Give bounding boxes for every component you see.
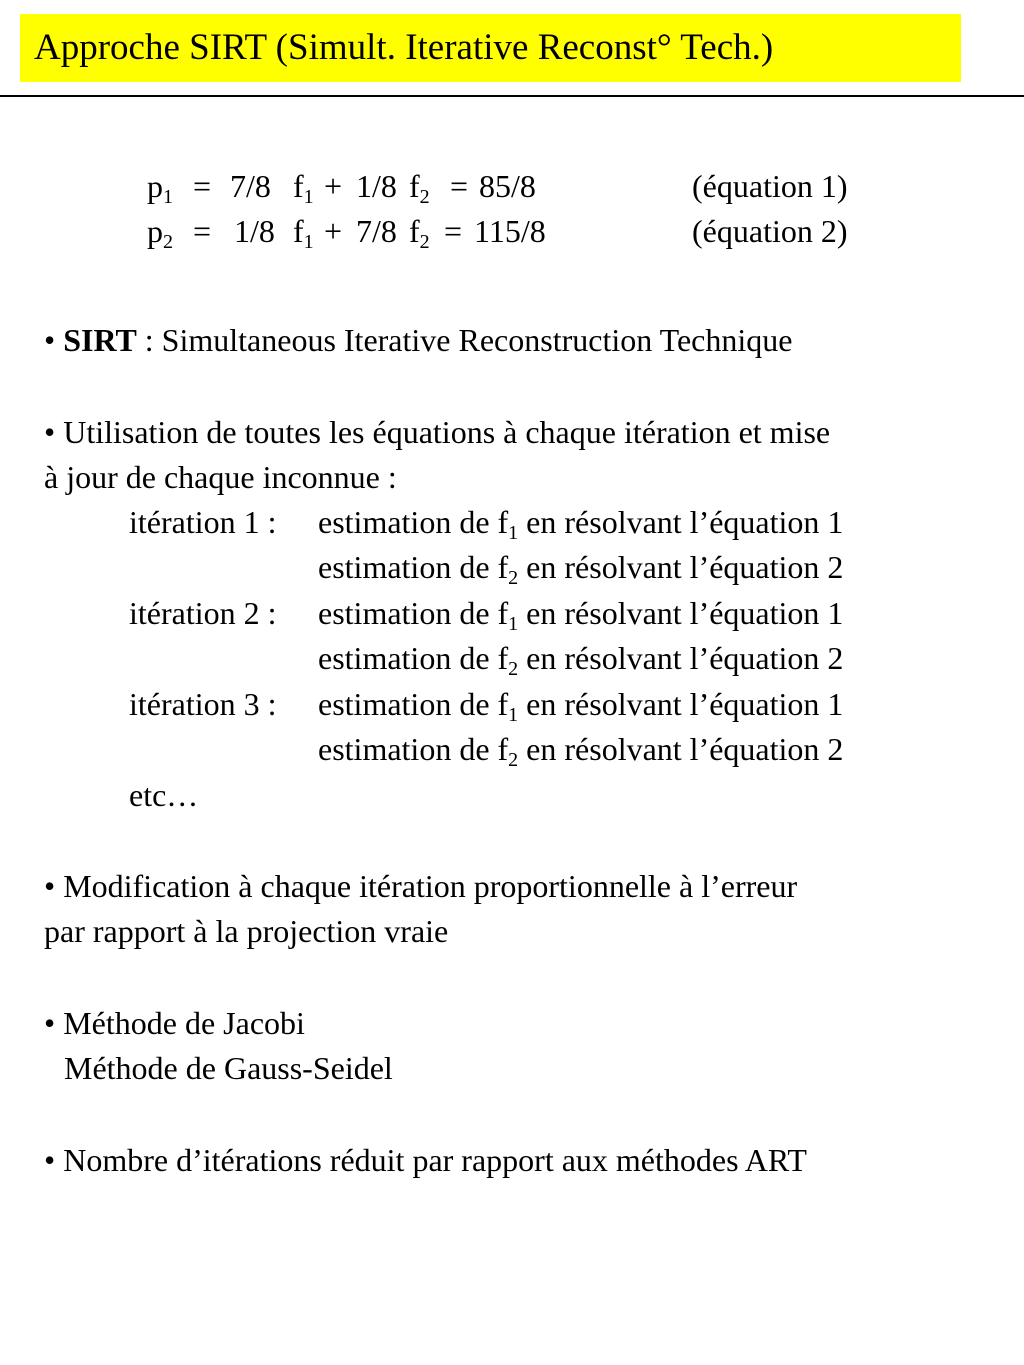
equation-2-rhs: 115/8 bbox=[474, 213, 546, 249]
f-subscript: 2 bbox=[508, 658, 519, 680]
equation-2-coef-2: 7/8 bbox=[356, 213, 397, 249]
equation-1-term-1 bbox=[293, 166, 314, 206]
equation-1-term-2 bbox=[409, 166, 430, 206]
p-symbol: p bbox=[147, 213, 163, 249]
f-subscript: 1 bbox=[303, 186, 314, 208]
bullet-methode-jacobi: • Méthode de Jacobi bbox=[44, 1005, 305, 1041]
equation-2-term-1 bbox=[293, 211, 314, 251]
bullet-utilisation-line-1: • Utilisation de toutes les équations à chaque itération et mise bbox=[44, 414, 831, 450]
f-symbol: f bbox=[409, 213, 420, 249]
equation-1-rhs: 85/8 bbox=[479, 168, 536, 204]
f-symbol: f bbox=[293, 213, 304, 249]
bullet-nombre-iterations: • Nombre d’itérations réduit par rapport aux méthodes ART bbox=[44, 1142, 807, 1178]
equation-2-coef-1: 1/8 bbox=[234, 213, 275, 249]
bullet-utilisation-line-2: à jour de chaque inconnue : bbox=[44, 459, 397, 495]
f-subscript: 1 bbox=[508, 704, 519, 726]
iteration-3-step-2: estimation de $f_2$ en résolvant l’équation 2 bbox=[318, 731, 844, 771]
equation-1-label: (équation 1) bbox=[692, 168, 848, 204]
iteration-2-step-2: estimation de $f_2$ en résolvant l’équation 2 bbox=[318, 640, 844, 680]
bullet-modification-line-2: par rapport à la projection vraie bbox=[44, 913, 449, 949]
equation-2-equals-2: = bbox=[444, 213, 463, 249]
bullet-marker: • bbox=[44, 322, 56, 358]
iteration-2-label: itération 2 : bbox=[129, 595, 277, 631]
iteration-3-label: itération 3 : bbox=[129, 686, 277, 722]
iteration-1-step-2: estimation de $f_2$ en résolvant l’équation 2 bbox=[318, 549, 844, 589]
methode-gauss-seidel: Méthode de Gauss-Seidel bbox=[64, 1050, 393, 1086]
bullet-modification-line-1: • Modification à chaque itération proportionnelle à l’erreur bbox=[44, 868, 798, 904]
equation-1-coef-1: 7/8 bbox=[230, 168, 271, 204]
p-subscript: 1 bbox=[163, 186, 173, 208]
equation-2-plus: + bbox=[324, 213, 343, 249]
f-subscript: 2 bbox=[419, 231, 430, 253]
equation-1-equals: = bbox=[193, 168, 212, 204]
iteration-1-label: itération 1 : bbox=[129, 504, 277, 540]
f-subscript: 2 bbox=[419, 186, 430, 208]
equation-1-equals-2: = bbox=[450, 168, 469, 204]
f-subscript: 1 bbox=[508, 522, 519, 544]
sirt-term: SIRT bbox=[63, 322, 137, 358]
equation-1-coef-2: 1/8 bbox=[356, 168, 397, 204]
p-subscript: 2 bbox=[163, 231, 173, 253]
iteration-3-step-1: estimation de $f_1$ en résolvant l’équation 1 bbox=[318, 686, 844, 726]
equation-1-plus: + bbox=[324, 168, 343, 204]
p-symbol: p bbox=[147, 168, 163, 204]
f-symbol: f bbox=[409, 168, 420, 204]
f-subscript: 1 bbox=[508, 613, 519, 635]
equation-2-equals: = bbox=[193, 213, 212, 249]
iteration-1-step-1: estimation de $f_1$ en résolvant l’équation 1 bbox=[318, 504, 844, 544]
equation-2-lhs bbox=[147, 211, 173, 251]
iteration-2-step-1: estimation de $f_1$ en résolvant l’équation 1 bbox=[318, 595, 844, 635]
sirt-definition: : Simultaneous Iterative Reconstruction Technique bbox=[144, 322, 793, 358]
f-subscript: 2 bbox=[508, 749, 519, 771]
f-subscript: 1 bbox=[303, 231, 314, 253]
slide-title: Approche SIRT (Simult. Iterative Reconst° Tech.) bbox=[34, 27, 774, 68]
title-divider bbox=[0, 95, 1024, 97]
equation-2-label: (équation 2) bbox=[692, 213, 848, 249]
f-subscript: 2 bbox=[508, 567, 519, 589]
iterations-etc: etc… bbox=[129, 777, 199, 813]
equation-1-lhs bbox=[147, 166, 173, 206]
bullet-sirt-definition bbox=[44, 320, 792, 360]
f-symbol: f bbox=[293, 168, 304, 204]
equation-2-term-2 bbox=[409, 211, 430, 251]
